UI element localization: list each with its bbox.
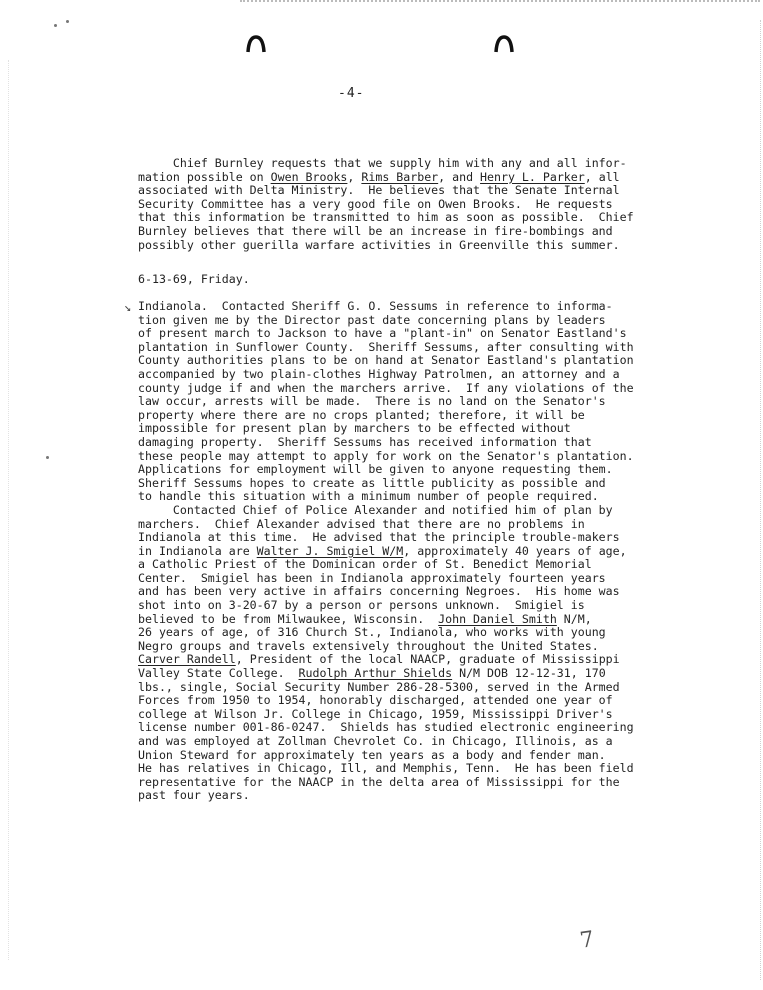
underlined-name-henry-parker: Henry L. Parker [480,169,585,184]
margin-tick-mark: ↘ [124,300,132,314]
punch-hole-mark-left [246,34,266,54]
paragraph-burnley-request: Chief Burnley requests that we supply him with any and all infor- mation possible on Owen Brooks, Rims Barber, and Henry L. Parker, all associated with Delta Ministry. He believes that the Senate Internal Security Committee has a very good file on Owen Brooks. He requests that this information be transmitted to him as soon as possible. Chief Burnley believes that there will be an increase in fire-bombings and possibly other guerilla warfare activities in Greenville this summer. [138,156,634,252]
underlined-name-rims-barber: Rims Barber [361,169,439,184]
punch-hole-mark-right [494,34,514,54]
underlined-name-smigiel: Walter J. Smigiel W/M [256,543,404,558]
handwritten-page-mark: 7 [578,927,596,954]
underlined-name-owen-brooks: Owen Brooks [270,169,348,184]
date-heading: 6-13-69, Friday. [138,272,250,286]
scan-edge-right [748,20,761,980]
scan-edge-top [240,0,760,6]
underlined-name-john-smith: John Daniel Smith [438,611,557,626]
paragraph-indianola: Indianola. Contacted Sheriff G. O. Sessums in reference to informa- tion given me by the Director past date concerning plans by leaders of present march to Jackson to have a "plant-in" on Senator Eastland's plantation in Sunflower County. Sheriff Sessums, after consulting with County authorities plans to be on hand at Senator Eastland's plantation accompanied by two plain-clothes Highway Patrolmen, an attorney and a county judge if and when the marchers arrive. If any violations of the law occur, arrests will be made. There is no land on the Senator's property where there are no crops planted; therefore, it will be impossible for present plan by marchers to be effected without damaging property. Sheriff Sessums has received information that these people may attempt to apply for work on the Senator's plantation. Applications for employment will be given to anyone requesting them. Sheriff Sessums hopes to create as little publicity as possible and to handle this situation with a minimum number of people required. Contacted Chief of Police Alexander and notified him of plan by marchers. Chief Alexander advised that there are no problems in Indianola at this time. He advised that the principle trouble-makers in Indianola are Walter J. Smigiel W/M, approximately 40 years of age, a Catholic Priest of the Dominican order of St. Benedict Memorial Center. Smigiel has been in Indianola approximately fourteen years and has been very active in affairs concerning Negroes. His home was shot into on 3-20-67 by a person or persons unknown. Smigiel is believed to be from Milwaukee, Wisconsin. John Daniel Smith N/M, 26 years of age, of 316 Church St., Indianola, who works with young Negro groups and travels extensively throughout the United States. Carver Randell, President of the local NAACP, graduate of Mississippi Valley State College. Rudolph Arthur Shields N/M DOB 12-12-31, 170 lbs., single, Social Security Number 286-28-5300, served in the Armed Forces from 1950 to 1954, honorably discharged, attended one year of college at Wilson Jr. College in Chicago, 1959, Mississippi Driver's license number 001-86-0247. Shields has studied electronic engineering and was employed at Zollman Chevrolet Co. in Chicago, Illinois, as a Union Steward for approximately ten years as a body and fender man. He has relatives in Chicago, Ill, and Memphis, Tenn. He has been field representative for the NAACP in the delta area of Mississippi for the past four years. [138,299,634,803]
underlined-name-rudolph-shields: Rudolph Arthur Shields [298,666,453,681]
underlined-name-carver-randell: Carver Randell [138,652,236,667]
scan-edge-left [8,60,11,960]
page-number: -4- [338,86,365,101]
